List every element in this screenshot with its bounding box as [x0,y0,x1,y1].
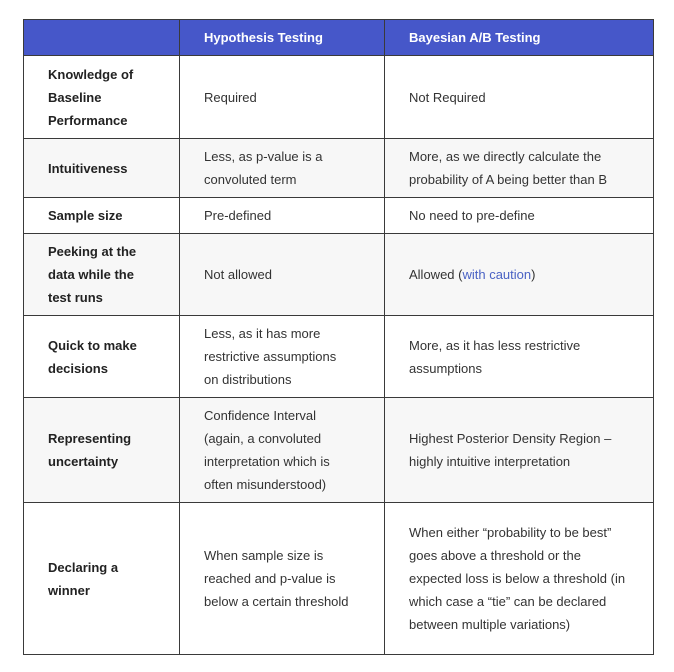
bayesian-text: More, as it has less restrictive assumptions [409,337,581,376]
table-row [24,139,654,198]
row-label [24,56,180,139]
bayesian-cell [385,234,654,316]
hypothesis-text: Less, as it has more restrictive assumptions on distributions [204,326,337,387]
hypothesis-cell [180,503,385,655]
table-row [24,503,654,655]
hypothesis-text: Confidence Interval (again, a convoluted interpretation which is often misunderstood) [204,408,330,492]
row-label [24,234,180,316]
table-row [24,398,654,503]
row-label: Intuitiveness [24,139,180,198]
header-empty-cell [24,20,180,56]
table-row [24,198,654,234]
header-bayesian-ab-testing: Bayesian A/B Testing [385,20,654,56]
bayesian-cell [385,398,654,503]
row-label [24,316,180,398]
bayesian-cell [385,139,654,198]
hypothesis-cell: Required [180,56,385,139]
table-row [24,316,654,398]
hypothesis-text: Less, as p-value is a convoluted term [204,149,323,187]
hypothesis-cell: Not allowed [180,234,385,316]
bayesian-cell: No need to pre-define [385,198,654,234]
row-label [24,398,180,503]
bayesian-text: When either “probability to be best” goes above a threshold or the expected loss is below a threshold (in which case a “tie” can be declared between multiple variations) [409,525,626,632]
bayesian-cell [385,503,654,655]
table-header-row [24,20,654,56]
table-row [24,56,654,139]
bayesian-prefix: Allowed ( [409,267,463,282]
bayesian-suffix: ) [531,267,536,282]
bayesian-cell [385,316,654,398]
row-label [24,503,180,655]
hypothesis-cell [180,398,385,503]
row-label-text: Representing uncertainty [48,431,132,469]
comparison-table [23,19,654,655]
row-label: Sample size [24,198,180,234]
row-label-text: Peeking at the data while the test runs [48,244,137,305]
table-row [24,234,654,316]
hypothesis-cell [180,316,385,398]
bayesian-cell: Not Required [385,56,654,139]
hypothesis-cell: Pre-defined [180,198,385,234]
row-label-text: Quick to make decisions [48,337,137,376]
hypothesis-cell [180,139,385,198]
bayesian-text: More, as we directly calculate the probability of A being better than B [409,149,608,187]
row-label-text: Declaring a winner [48,559,119,598]
hypothesis-text: When sample size is reached and p-value is below a certain threshold [204,548,349,609]
row-label-text: Knowledge of Baseline Performance [48,66,134,128]
bayesian-text: Highest Posterior Density Region – highly intuitive interpretation [409,431,612,469]
header-hypothesis-testing: Hypothesis Testing [180,20,385,56]
with-caution-link[interactable]: with caution [462,267,532,282]
